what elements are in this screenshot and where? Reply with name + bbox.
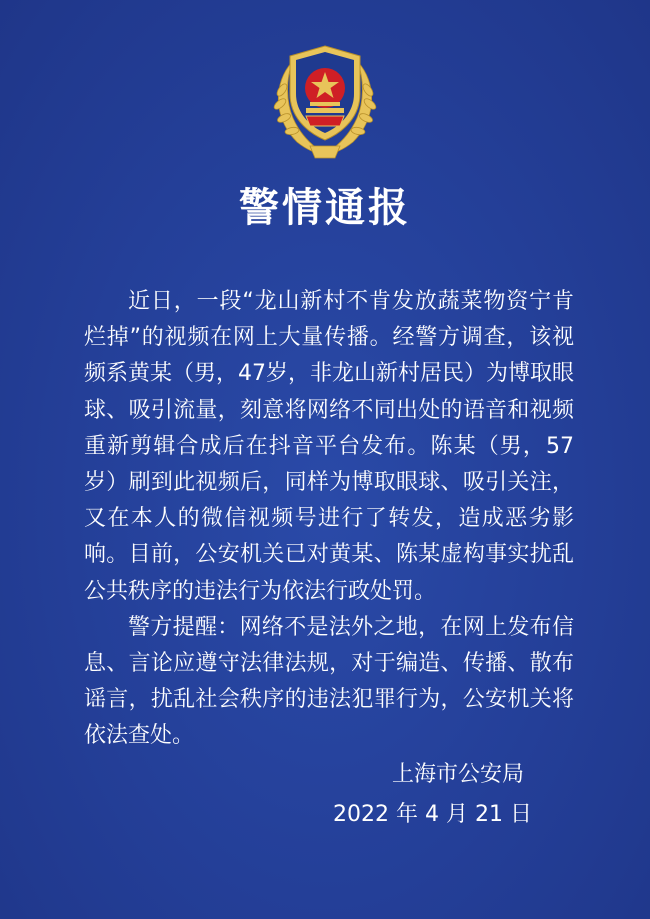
signature-block	[333, 755, 532, 835]
signature-date: 2022 年 4 月 21 日	[333, 802, 532, 827]
notice-title: 警情通报	[239, 185, 411, 231]
signature-org: 上海市公安局	[391, 762, 524, 787]
notice-paragraph-2: 警方提醒：网络不是法外之地，在网上发布信息、言论应遵守法律法规，对于编造、传播、散布谣言，扰乱社会秩序的违法犯罪行为，公安机关将依法查处。	[84, 614, 574, 749]
notice-paragraph-1: 近日，一段“龙山新村不肯发放蔬菜物资宁肯烂掉”的视频在网上大量传播。经警方调查，该视频系黄某（男，47岁，非龙山新村居民）为博取眼球、吸引流量，刻意将网络不同出处的语音和视频重新剪辑合成后在抖音平台发布。陈某（男，57岁）刷到此视频后，同样为博取眼球、吸引关注，又在本人的微信视频号进行了转发，造成恶劣影响。目前，公安机关已对黄某、陈某虚构事实扰乱公共秩序的违法行为依法行政处罚。	[84, 289, 574, 604]
police-emblem-icon	[262, 42, 388, 162]
notice-body	[84, 284, 574, 755]
